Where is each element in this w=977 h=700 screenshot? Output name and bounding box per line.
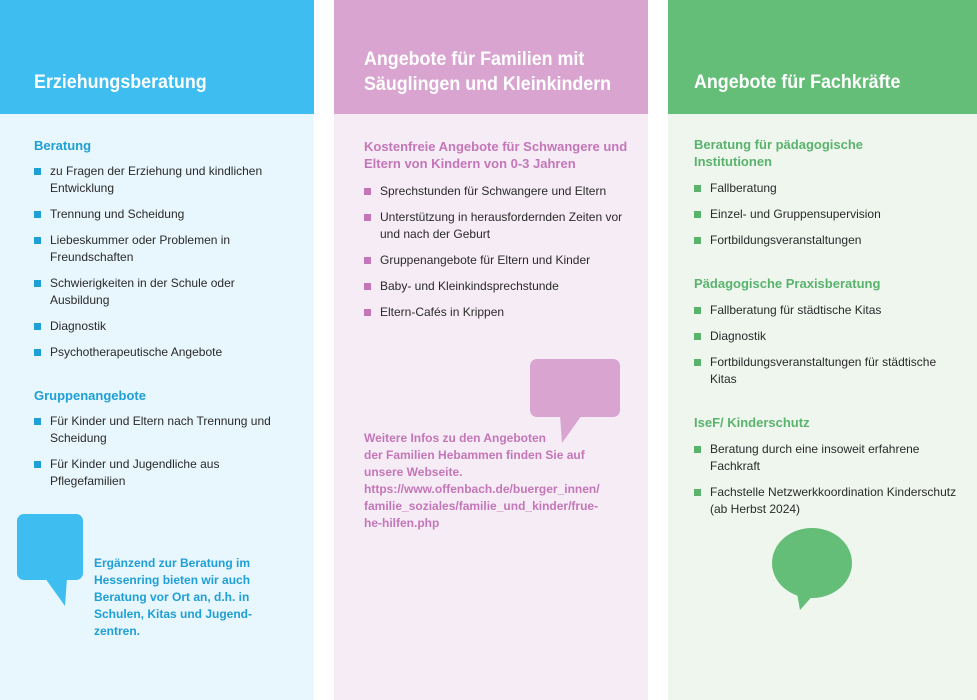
list-item: Schwierigkeiten in der Schule oder Ausbildung: [34, 275, 296, 309]
column-header: [668, 0, 977, 114]
list-paedagogische-institutionen: [694, 180, 958, 258]
column-title: Angebote für Familien mit Säuglingen und Kleinkindern: [364, 49, 612, 95]
list-item: Trennung und Scheidung: [34, 206, 296, 223]
column-familien: [334, 0, 648, 700]
list-item: Beratung durch eine insoweit erfahrene Fachkraft: [694, 441, 958, 475]
list-item: Liebeskummer oder Problemen in Freundschaften: [34, 232, 296, 266]
list-item: Psychotherapeutische Angebote: [34, 344, 296, 361]
list-beratung: [34, 163, 296, 370]
list-item: Baby- und Kleinkindsprechstunde: [364, 278, 634, 295]
column-fachkraefte: [668, 0, 977, 700]
list-kostenfreie-angebote: [364, 183, 634, 330]
column-body: [668, 114, 977, 700]
list-item: Fortbildungsveranstaltungen für städtische Kitas: [694, 354, 958, 388]
list-kinderschutz: [694, 441, 958, 527]
list-item: Eltern-Cafés in Krippen: [364, 304, 634, 321]
list-item: Sprechstunden für Schwangere und Eltern: [364, 183, 634, 200]
list-item: Fortbildungsveranstaltungen: [694, 232, 958, 249]
column-body: [334, 114, 648, 700]
list-praxisberatung: [694, 302, 958, 397]
column-header: [334, 0, 648, 114]
list-item: Diagnostik: [694, 328, 958, 345]
speech-bubble-icon: [17, 514, 85, 606]
column-title: Erziehungsberatung: [34, 72, 207, 93]
section-title-praxisberatung: Pädagogische Praxisberatung: [694, 276, 881, 291]
list-item: Einzel- und Gruppensupervision: [694, 206, 958, 223]
section-title-beratung: Beratung: [34, 138, 92, 153]
section-title-kostenfreie-angebote: Kostenfreie Angebote für Schwangere und Eltern von Kindern von 0-3 Jahren: [364, 139, 628, 171]
section-title-paedagogische-institutionen: Beratung für pädagogische Institutionen: [694, 137, 864, 169]
list-gruppenangebote: [34, 413, 296, 499]
list-item: Für Kinder und Eltern nach Trennung und Scheidung: [34, 413, 296, 447]
list-item: Fallberatung für städtische Kitas: [694, 302, 958, 319]
list-item: Diagnostik: [34, 318, 296, 335]
list-item: Gruppenangebote für Eltern und Kinder: [364, 252, 634, 269]
column-erziehungsberatung: [0, 0, 314, 700]
column-body: [0, 114, 314, 700]
list-item: Fachstelle Netzwerkkoordination Kinderschutz (ab Herbst 2024): [694, 484, 958, 518]
list-item: Für Kinder und Jugendliche aus Pflegefamilien: [34, 456, 296, 490]
list-item: Fallberatung: [694, 180, 958, 197]
list-item: Unterstützung in herausfordernden Zeiten vor und nach der Geburt: [364, 209, 634, 243]
speech-bubble-icon: [772, 528, 854, 610]
info-note: Ergänzend zur Beratung im Hessenring bieten wir auch Beratung vor Ort an, d.h. in Schulen, Kitas und Jugend-zentren.: [94, 556, 253, 638]
column-title: Angebote für Fachkräfte: [694, 72, 901, 93]
column-header: [0, 0, 314, 114]
section-title-kinderschutz: IseF/ Kinderschutz: [694, 415, 810, 430]
section-title-gruppenangebote: Gruppenangebote: [34, 388, 146, 403]
info-note: Weitere Infos zu den Angeboten der Familien Hebammen finden Sie auf unsere Webseite. https://www.offenbach.de/buerger_innen/ familie_soziales/familie_und_kinder/frue- he-hilfen.php: [364, 431, 600, 530]
list-item: zu Fragen der Erziehung und kindlichen Entwicklung: [34, 163, 296, 197]
